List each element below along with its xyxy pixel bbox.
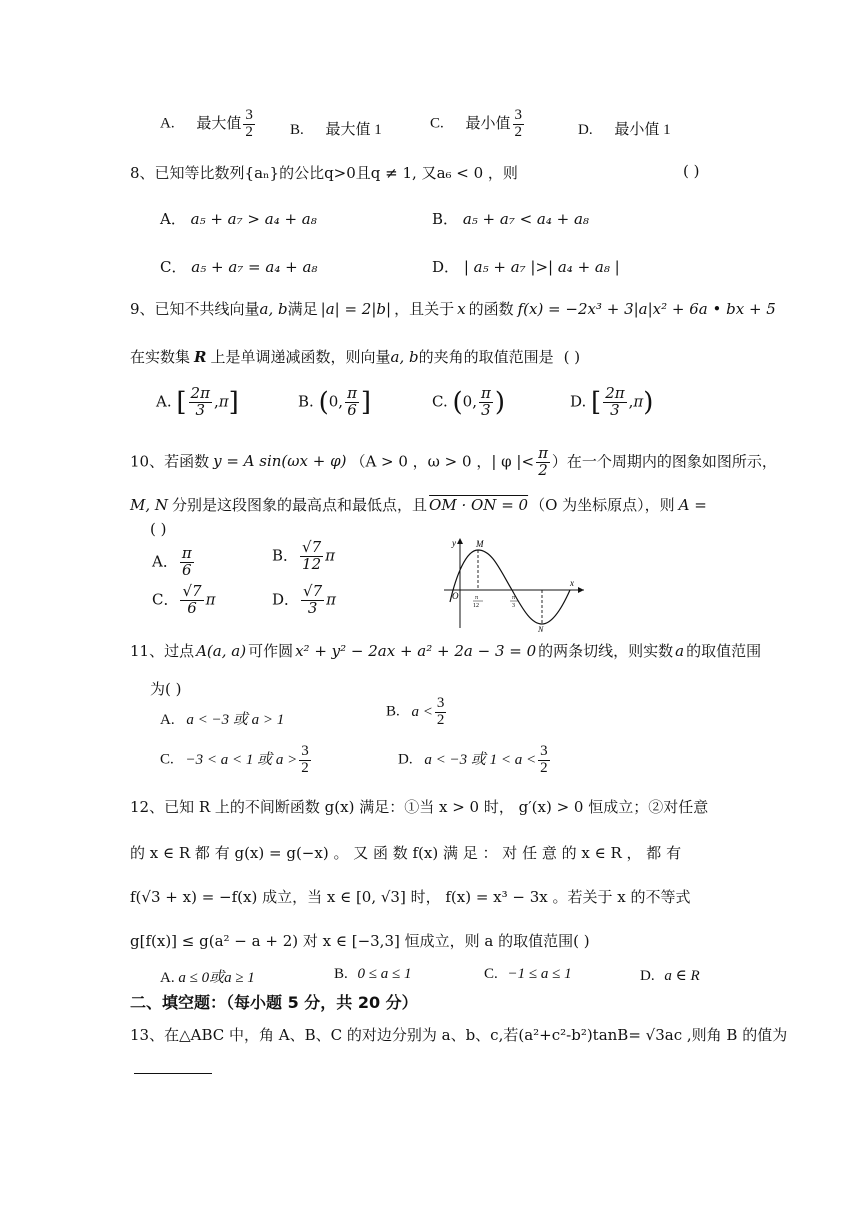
value: 0 xyxy=(328,392,339,411)
q10-line1 xyxy=(130,446,777,479)
option-text: −3 < a < 1 或 a > xyxy=(185,751,298,768)
bracket: ] xyxy=(228,387,239,418)
q13-line1: 13、在△ABC 中，角 A、B、C 的对边分别为 a、b、c,若(a²+c²-b²)tanB= √3ac ,则角 B 的值为 xyxy=(130,1026,788,1044)
frac-num: √7 xyxy=(182,582,202,600)
set-R: R xyxy=(194,348,207,366)
q10-paren: ( ) xyxy=(150,520,167,538)
q7-option-c xyxy=(430,108,526,141)
suffix: π xyxy=(205,590,216,609)
q9-option-a: A. [ $\frac{2\pi}{3}$ ,π] xyxy=(156,384,239,419)
q8-option-c xyxy=(160,256,317,277)
frac-den: 2 xyxy=(514,123,523,140)
option-text: 最大值 xyxy=(196,115,242,132)
q12-line4: g[f(x)] ≤ g(a² − a + 2) 对 x ∈ [−3,3] 恒成立，则 a 的取值范围( ) xyxy=(130,932,590,950)
option-text: 最大值 1 xyxy=(325,122,382,138)
fraction xyxy=(603,386,626,419)
fraction xyxy=(536,446,550,479)
option-letter: A. xyxy=(160,712,175,728)
var-a: a xyxy=(675,642,685,660)
bracket: ) xyxy=(643,387,654,418)
frac-den: 3 xyxy=(307,598,318,617)
text: ）在一个周期内的图象如图所示， xyxy=(551,452,777,471)
fraction xyxy=(300,540,323,573)
answer-paren: ( ) xyxy=(563,348,581,366)
text: 10、若函数 xyxy=(130,452,210,471)
fraction xyxy=(180,584,203,617)
frac-den: 2 xyxy=(301,759,309,776)
q9-option-d: D. [ $\frac{2\pi}{3}$ ,π) xyxy=(570,384,654,419)
sine-curve xyxy=(450,550,570,624)
q12-line3: f(√3 + x) = −f(x) 成立，当 x ∈ [0, √3] 时， f(x) = x³ − 3x 。若关于 x 的不等式 xyxy=(130,888,691,906)
frac-num: π xyxy=(480,384,491,402)
fraction xyxy=(299,744,311,777)
fraction xyxy=(479,386,493,419)
function-f: f(x) = −2x³ + 3|a|x² + 6a • bx + 5 xyxy=(517,300,776,318)
frac-num: 2π xyxy=(605,384,625,402)
option-letter: C. xyxy=(432,392,448,411)
option-letter: B. xyxy=(290,122,304,138)
y-arrow-icon xyxy=(457,538,463,544)
option-text: 最小值 xyxy=(465,115,511,132)
option-letter: D. xyxy=(640,968,655,984)
frac-den: 6 xyxy=(347,400,357,419)
option-letter: B． xyxy=(272,546,299,565)
option-letter: C． xyxy=(152,590,179,609)
frac-num: π xyxy=(347,384,357,402)
option-text: 最小值 1 xyxy=(614,122,671,138)
option-text: a < xyxy=(411,703,433,720)
text: 在实数集 xyxy=(130,348,191,366)
x-arrow-icon xyxy=(578,587,584,593)
text: 9、已知不共线向量 xyxy=(130,300,260,318)
text: 的取值范围 xyxy=(686,642,762,660)
fraction xyxy=(513,108,525,141)
x-label: x xyxy=(570,578,574,588)
frac-num: √7 xyxy=(303,582,323,600)
q9-option-c: C. (0, $\frac{\pi}{3}$ ) xyxy=(432,384,505,419)
frac-num: 3 xyxy=(540,743,548,759)
frac-den: 3 xyxy=(610,400,620,419)
option-text: a ≤ 0或a ≥ 1 xyxy=(178,970,255,986)
option-letter: B． xyxy=(432,210,459,228)
option-letter: C. xyxy=(484,966,498,982)
points-MN: M, N xyxy=(130,496,169,514)
frac-num: 3 xyxy=(245,107,253,123)
q10-option-a xyxy=(152,546,196,579)
y-label: y xyxy=(452,538,456,548)
q8-option-d xyxy=(432,256,620,277)
option-text: a₅ + a₇ < a₄ + a₈ xyxy=(462,210,589,228)
q11-option-d xyxy=(398,744,552,777)
option-text: a ∈ R xyxy=(664,968,700,984)
q8-stem: 8、已知等比数列{aₙ}的公比q>0且q ≠ 1, 又a₆ < 0 ，则 xyxy=(130,164,518,182)
option-letter: C. xyxy=(430,115,444,132)
vectors: a, b xyxy=(259,300,288,318)
frac-den: 6 xyxy=(187,598,197,617)
q11-line1 xyxy=(130,640,761,661)
vectors: a, b xyxy=(390,348,419,366)
q10-option-b xyxy=(272,540,335,573)
suffix: π xyxy=(326,590,336,609)
option-letter: C． xyxy=(160,258,187,276)
sine-graph xyxy=(440,536,590,632)
q8-paren: ( ) xyxy=(683,162,700,180)
value: π xyxy=(633,392,644,411)
text: 可作圆 xyxy=(248,642,294,660)
var-x: x xyxy=(457,300,466,318)
q11-option-c xyxy=(160,744,313,777)
q10-option-c xyxy=(152,584,215,617)
q12-option-d xyxy=(640,966,700,985)
option-letter: B. xyxy=(298,392,314,411)
option-letter: A． xyxy=(152,552,178,571)
frac-den: 6 xyxy=(182,560,192,579)
q8-option-a xyxy=(160,208,317,229)
frac-den: 3 xyxy=(481,400,491,419)
value: 0 xyxy=(462,392,473,411)
tick2-num: π xyxy=(512,595,516,601)
q12-option-b xyxy=(334,966,411,983)
frac-num: π xyxy=(538,444,548,462)
dot-product: OM · ON = 0 xyxy=(429,496,529,514)
fraction xyxy=(435,696,447,729)
q12-line1: 12、已知 R 上的不间断函数 g(x) 满足：①当 x > 0 时， g′(x) > 0 恒成立；②对任意 xyxy=(130,798,709,816)
frac-den: 2 xyxy=(245,123,253,140)
bracket: [ xyxy=(176,387,187,418)
option-letter: A． xyxy=(160,210,186,228)
circle-eq: x² + y² − 2ax + a² + 2a − 3 = 0 xyxy=(295,642,537,660)
text: 的夹角的取值范围是 xyxy=(418,348,554,366)
option-letter: A. xyxy=(156,392,172,411)
option-letter: D． xyxy=(432,258,460,276)
option-letter: B. xyxy=(386,703,400,720)
frac-num: √7 xyxy=(302,538,322,556)
frac-num: 2π xyxy=(190,384,210,402)
option-letter: B. xyxy=(334,966,348,982)
fraction xyxy=(301,584,324,617)
fraction xyxy=(180,546,194,579)
q8-option-b xyxy=(432,208,589,229)
q13-answer-blank[interactable] xyxy=(134,1072,212,1074)
tick1-num: π xyxy=(475,595,479,601)
point-A: A(a, a) xyxy=(196,642,247,660)
condition: （A > 0 ，ω > 0 ，| φ |< xyxy=(350,452,535,471)
option-letter: D. xyxy=(578,122,593,138)
text: 11、过点 xyxy=(130,642,195,660)
frac-den: 12 xyxy=(302,554,322,573)
option-text: | a₅ + a₇ |>| a₄ + a₈ | xyxy=(463,258,620,276)
frac-num: 3 xyxy=(436,695,445,711)
tick2-den: 3 xyxy=(512,603,515,609)
frac-num: π xyxy=(181,544,192,562)
text: 的两条切线，则实数 xyxy=(538,642,674,660)
frac-num: 3 xyxy=(514,107,523,123)
q7-option-d xyxy=(578,118,671,139)
bracket: ] xyxy=(360,387,372,418)
q9-line2 xyxy=(130,346,580,367)
M-label: M xyxy=(476,539,484,549)
option-letter: A. xyxy=(160,115,175,132)
q12-option-a xyxy=(160,966,255,987)
q11-line2: 为( ) xyxy=(150,680,182,698)
text: ，且关于 xyxy=(394,300,455,318)
option-letter: D. xyxy=(570,392,587,411)
q7-option-a xyxy=(160,108,257,141)
suffix: π xyxy=(325,546,335,565)
fraction xyxy=(345,386,359,419)
q7-option-b xyxy=(290,118,382,139)
option-text: a < −3 或 a > 1 xyxy=(186,712,285,728)
frac-den: 2 xyxy=(436,711,445,728)
function-y: y = A sin(ωx + φ) xyxy=(213,452,347,471)
text: （O 为坐标原点），则 xyxy=(530,496,675,514)
option-letter: C. xyxy=(160,751,174,768)
fraction xyxy=(538,744,550,777)
bracket: ( xyxy=(318,387,329,418)
option-text: 0 ≤ a ≤ 1 xyxy=(357,966,412,982)
q10-line2 xyxy=(130,494,707,515)
frac-num: 3 xyxy=(301,743,309,759)
q12-line2: 的 x ∈ R 都 有 g(x) = g(−x) 。 又 函 数 f(x) 满 足 ： 对 任 意 的 x ∈ R ， 都 有 xyxy=(130,844,682,862)
text: 上是单调递减函数，则向量 xyxy=(210,348,391,366)
fraction xyxy=(243,108,255,141)
N-label: N xyxy=(538,625,544,632)
frac-den: 3 xyxy=(195,400,206,419)
section-heading: 二、填空题：（每小题 5 分，共 20 分） xyxy=(130,993,418,1012)
bracket: [ xyxy=(591,387,602,418)
option-letter: D. xyxy=(398,751,413,768)
value: π xyxy=(218,392,229,411)
option-text: a < −3 或 1 < a < xyxy=(424,751,537,768)
tick1-den: 12 xyxy=(473,603,479,609)
bracket: ) xyxy=(494,387,505,418)
A-equals: A = xyxy=(678,496,707,514)
q11-option-a xyxy=(160,708,284,729)
q9-line1 xyxy=(130,298,776,319)
frac-den: 2 xyxy=(540,759,548,776)
q9-option-b: B. (0, $\frac{\pi}{6}$ ] xyxy=(298,384,372,419)
frac-den: 2 xyxy=(538,460,548,479)
fraction xyxy=(189,386,212,419)
vector-condition: |a| = 2|b| xyxy=(320,300,392,318)
option-text: −1 ≤ a ≤ 1 xyxy=(507,966,572,982)
q10-option-d xyxy=(272,584,336,617)
origin-label: O xyxy=(452,591,459,601)
option-text: a₅ + a₇ = a₄ + a₈ xyxy=(191,258,318,276)
q11-option-b xyxy=(386,696,448,729)
text: 分别是这段图象的最高点和最低点，且 xyxy=(172,496,428,514)
bracket: ( xyxy=(452,387,463,418)
q12-option-c xyxy=(484,966,572,983)
option-text: a₅ + a₇ > a₄ + a₈ xyxy=(190,210,317,228)
text: 满足 xyxy=(287,300,318,318)
option-letter: D． xyxy=(272,590,300,609)
text: 的函数 xyxy=(468,300,514,318)
option-letter: A. xyxy=(160,970,175,986)
